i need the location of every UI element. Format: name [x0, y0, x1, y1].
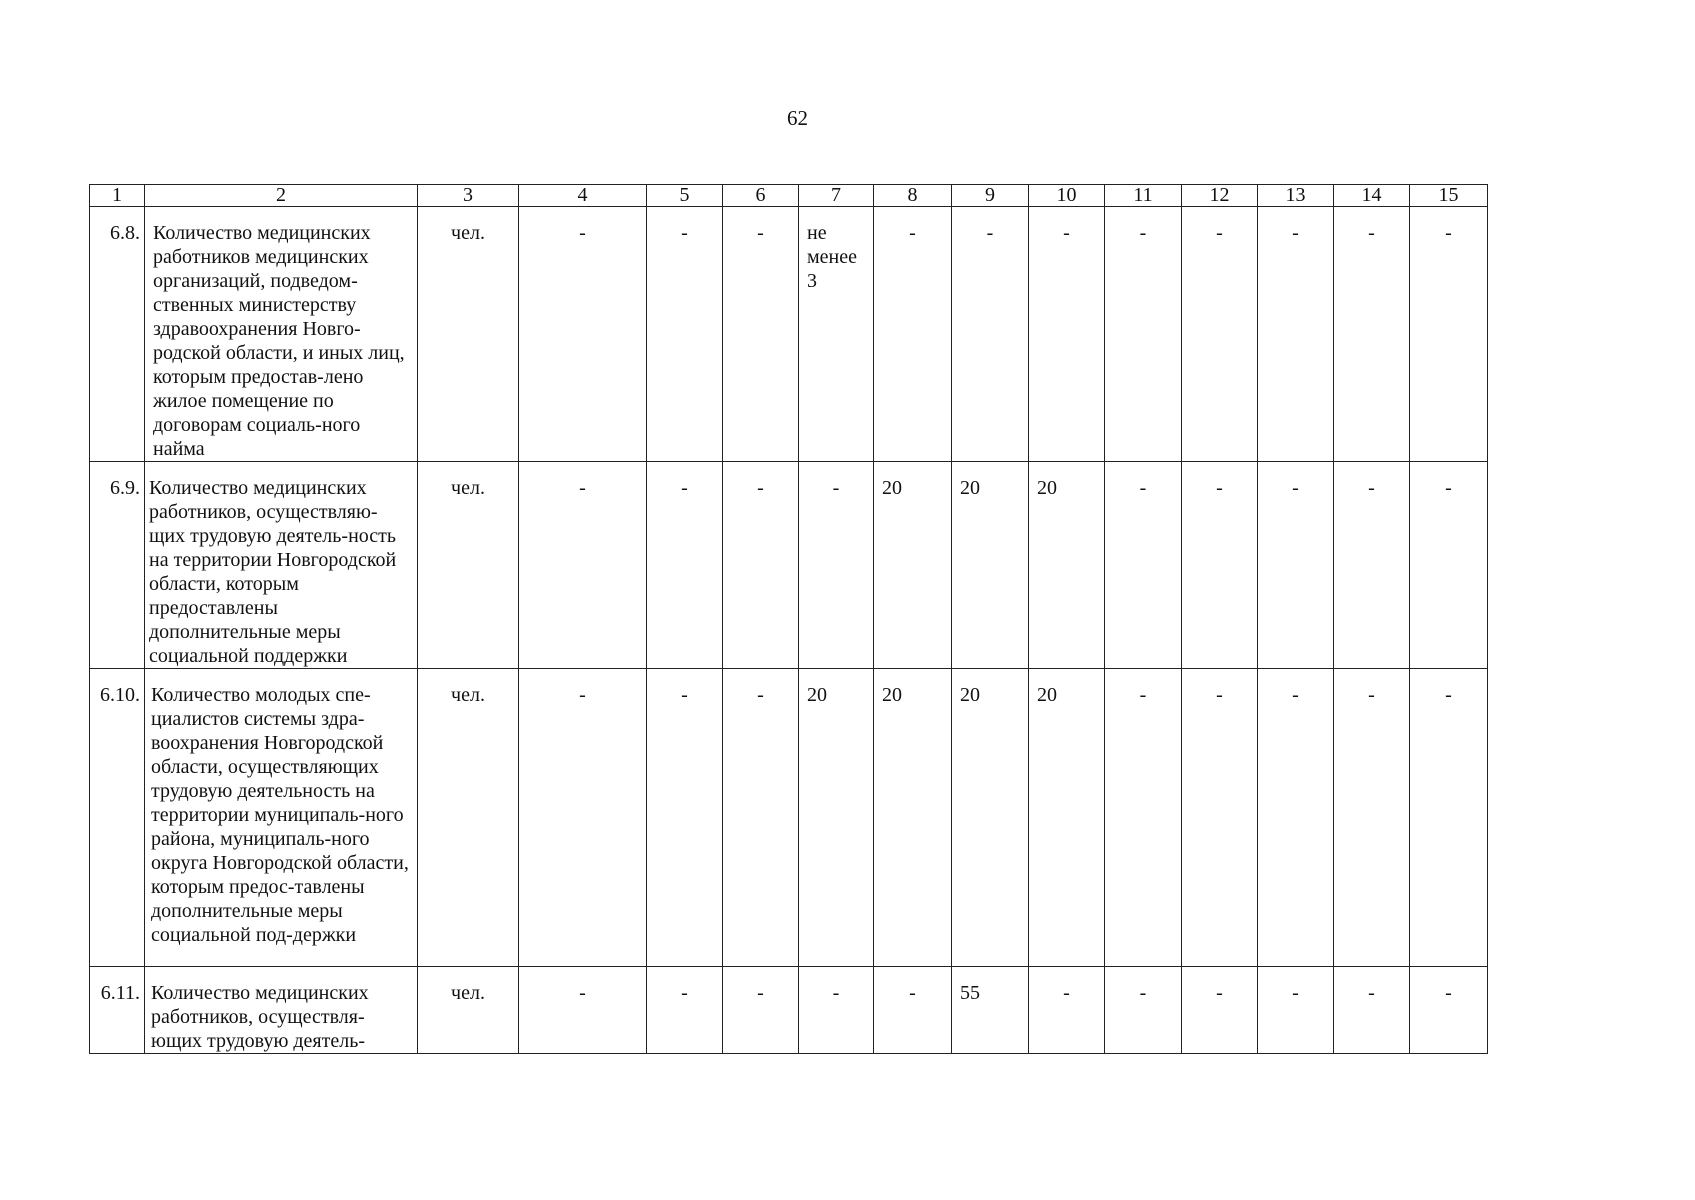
page-number: 62 — [787, 106, 808, 130]
value-cell: 55 — [952, 967, 1029, 1054]
value-cell: 20 — [799, 669, 874, 967]
row-unit: чел. — [418, 462, 519, 669]
header-cell: 4 — [519, 185, 647, 207]
value-cell: - — [647, 462, 723, 669]
row-unit: чел. — [418, 207, 519, 462]
value-cell: - — [1182, 669, 1258, 967]
value-cell: - — [1410, 462, 1488, 669]
row-description: Количество медицинских работников, осуществля-ющих трудовую деятель- — [145, 967, 418, 1054]
row-unit: чел. — [418, 669, 519, 967]
value-cell: - — [1410, 967, 1488, 1054]
value-cell: - — [874, 967, 952, 1054]
header-cell: 1 — [90, 185, 145, 207]
value-cell: - — [1105, 462, 1182, 669]
row-unit: чел. — [418, 967, 519, 1054]
row-description: Количество медицинских работников медицинских организаций, подведом-ственных министерству здравоохранения Новго-родской области, и иных лиц, которым предостав-лено жилое помещение по договорам социаль-ного найма — [145, 207, 418, 462]
header-cell: 6 — [723, 185, 799, 207]
header-cell: 12 — [1182, 185, 1258, 207]
value-cell: - — [1182, 462, 1258, 669]
value-cell: - — [799, 462, 874, 669]
header-cell: 10 — [1029, 185, 1105, 207]
value-cell: - — [519, 207, 647, 462]
value-cell: - — [1029, 207, 1105, 462]
value-cell: - — [1258, 462, 1334, 669]
value-cell: - — [1334, 967, 1410, 1054]
value-cell: - — [723, 462, 799, 669]
value-cell: - — [1334, 207, 1410, 462]
header-cell: 2 — [145, 185, 418, 207]
table-row — [90, 669, 1488, 967]
value-cell: - — [952, 207, 1029, 462]
value-cell: - — [723, 207, 799, 462]
value-cell: 20 — [874, 669, 952, 967]
value-cell: - — [799, 967, 874, 1054]
value-cell: - — [1334, 669, 1410, 967]
header-cell: 15 — [1410, 185, 1488, 207]
value-cell: - — [1258, 207, 1334, 462]
header-cell: 13 — [1258, 185, 1334, 207]
value-cell: - — [874, 207, 952, 462]
header-cell: 7 — [799, 185, 874, 207]
row-number: 6.9. — [90, 462, 145, 669]
value-cell: - — [647, 207, 723, 462]
value-cell: - — [519, 669, 647, 967]
value-cell: - — [1105, 967, 1182, 1054]
value-cell: - — [647, 967, 723, 1054]
value-cell: - — [723, 967, 799, 1054]
value-cell: - — [723, 669, 799, 967]
table-row — [90, 967, 1488, 1054]
row-description: Количество медицинских работников, осуществляю-щих трудовую деятель-ность на территории Новгородской области, которым предоставлены дополнительные меры социальной поддержки — [145, 462, 418, 669]
header-cell: 8 — [874, 185, 952, 207]
value-cell: 20 — [952, 462, 1029, 669]
header-cell: 9 — [952, 185, 1029, 207]
row-number: 6.11. — [90, 967, 145, 1054]
table-row — [90, 207, 1488, 462]
value-cell: 20 — [952, 669, 1029, 967]
value-cell: 20 — [1029, 669, 1105, 967]
value-cell: - — [1258, 967, 1334, 1054]
header-cell: 3 — [418, 185, 519, 207]
value-cell: - — [1029, 967, 1105, 1054]
header-cell: 5 — [647, 185, 723, 207]
value-cell: - — [1410, 207, 1488, 462]
value-cell: - — [519, 967, 647, 1054]
row-number: 6.10. — [90, 669, 145, 967]
header-cell: 11 — [1105, 185, 1182, 207]
header-row — [90, 185, 1488, 207]
row-number: 6.8. — [90, 207, 145, 462]
value-cell: - — [1182, 207, 1258, 462]
value-cell: - — [647, 669, 723, 967]
value-cell: - — [1410, 669, 1488, 967]
value-cell: не менее 3 — [799, 207, 874, 462]
row-description: Количество молодых спе-циалистов системы здра-воохранения Новгородской области, осуществляющих трудовую деятельность на территории муниципаль-ного района, муниципаль-ного округа Новгородской области, которым предос-тавлены дополнительные меры социальной под-держки — [145, 669, 418, 967]
value-cell: - — [519, 462, 647, 669]
value-cell: - — [1105, 207, 1182, 462]
value-cell: - — [1258, 669, 1334, 967]
value-cell: 20 — [874, 462, 952, 669]
table-row — [90, 462, 1488, 669]
value-cell: - — [1182, 967, 1258, 1054]
value-cell: - — [1105, 669, 1182, 967]
indicators-table — [89, 184, 1488, 1054]
value-cell: - — [1334, 462, 1410, 669]
header-cell: 14 — [1334, 185, 1410, 207]
value-cell: 20 — [1029, 462, 1105, 669]
